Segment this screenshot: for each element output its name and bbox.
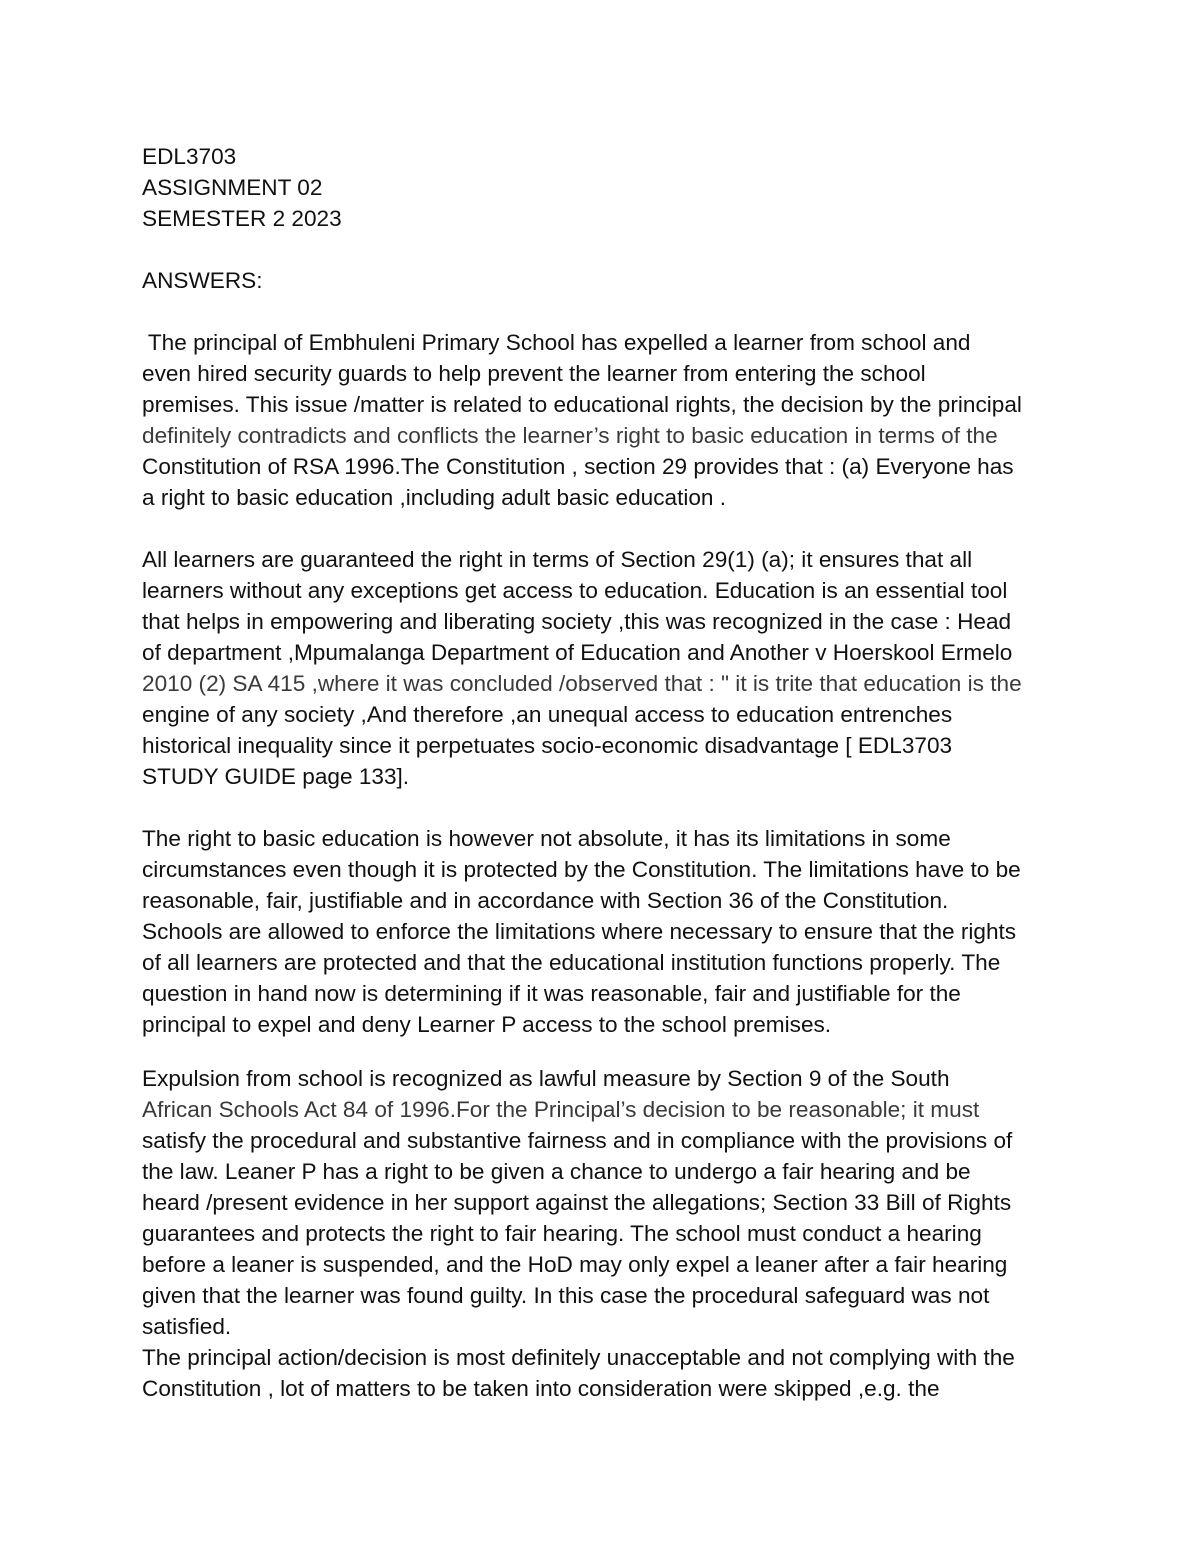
paragraph-line: All learners are guaranteed the right in terms of Section 29(1) (a); it ensures that all — [142, 547, 973, 572]
paragraph-line: Constitution of RSA 1996.The Constitution , section 29 provides that : (a) Everyone has — [142, 454, 1014, 479]
paragraph-line: even hired security guards to help prevent the learner from entering the school — [142, 361, 926, 386]
paragraph-line: given that the learner was found guilty. In this case the procedural safeguard was not — [142, 1283, 990, 1308]
paragraph-line: satisfy the procedural and substantive fairness and in compliance with the provisions of — [142, 1128, 1013, 1153]
paragraph-line: historical inequality since it perpetuates socio-economic disadvantage [ EDL3703 — [142, 733, 953, 758]
paragraph-line: African Schools Act 84 of 1996.For the Principal’s decision to be reasonable; it must — [142, 1097, 980, 1122]
paragraph-line: The principal of Embhuleni Primary School has expelled a learner from school and — [142, 330, 971, 355]
paragraph-line: of all learners are protected and that the educational institution functions properly. The — [142, 950, 1001, 975]
paragraph-line: Constitution , lot of matters to be taken into consideration were skipped ,e.g. the — [142, 1376, 940, 1401]
paragraph-line: definitely contradicts and conflicts the learner’s right to basic education in terms of the — [142, 423, 998, 448]
paragraph-line: Schools are allowed to enforce the limitations where necessary to ensure that the rights — [142, 919, 1017, 944]
paragraph-line: reasonable, fair, justifiable and in accordance with Section 36 of the Constitution. — [142, 888, 949, 913]
paragraph-line: of department ,Mpumalanga Department of Education and Another v Hoerskool Ermelo — [142, 640, 1013, 665]
paragraph-line: circumstances even though it is protected by the Constitution. The limitations have to be — [142, 857, 1021, 882]
answers-heading: ANSWERS: — [142, 268, 263, 293]
assignment-label: ASSIGNMENT 02 — [142, 175, 323, 200]
paragraph-line: guarantees and protects the right to fair hearing. The school must conduct a hearing — [142, 1221, 982, 1246]
paragraph-line: The right to basic education is however not absolute, it has its limitations in some — [142, 826, 951, 851]
paragraph-line: satisfied. — [142, 1314, 232, 1339]
paragraph-line: STUDY GUIDE page 133]. — [142, 764, 410, 789]
paragraph-line: that helps in empowering and liberating society ,this was recognized in the case : Head — [142, 609, 1012, 634]
paragraph-line: a right to basic education ,including adult basic education . — [142, 485, 727, 510]
paragraph-line: heard /present evidence in her support against the allegations; Section 33 Bill of Rights — [142, 1190, 1012, 1215]
paragraph-line: 2010 (2) SA 415 ,where it was concluded /observed that : " it is trite that education is the — [142, 671, 1022, 696]
paragraph-line: engine of any society ,And therefore ,an unequal access to education entrenches — [142, 702, 953, 727]
paragraph-line: Expulsion from school is recognized as lawful measure by Section 9 of the South — [142, 1066, 950, 1091]
course-code: EDL3703 — [142, 144, 237, 169]
paragraph-line: learners without any exceptions get access to education. Education is an essential tool — [142, 578, 1008, 603]
paragraph-line: The principal action/decision is most definitely unacceptable and not complying with the — [142, 1345, 1015, 1370]
semester-label: SEMESTER 2 2023 — [142, 206, 342, 231]
paragraph-line: before a leaner is suspended, and the HoD may only expel a leaner after a fair hearing — [142, 1252, 1008, 1277]
paragraph-line: principal to expel and deny Learner P access to the school premises. — [142, 1012, 832, 1037]
paragraph-line: the law. Leaner P has a right to be given a chance to undergo a fair hearing and be — [142, 1159, 971, 1184]
paragraph-line: premises. This issue /matter is related to educational rights, the decision by the principal — [142, 392, 1022, 417]
paragraph-line: question in hand now is determining if it was reasonable, fair and justifiable for the — [142, 981, 961, 1006]
